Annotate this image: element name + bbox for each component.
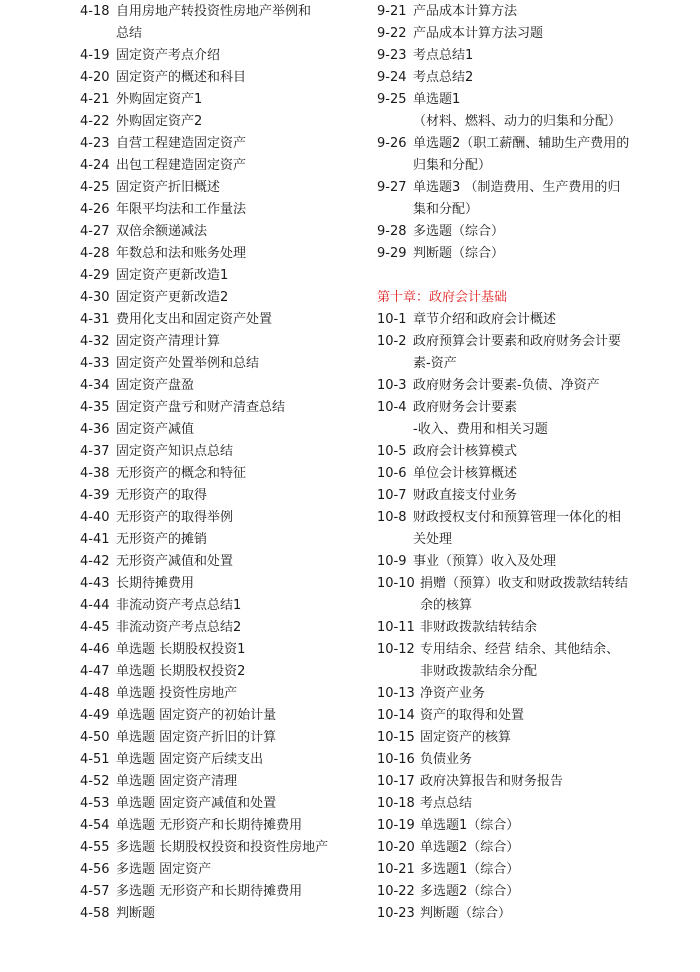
- toc-item-number: 10-3: [377, 378, 407, 393]
- toc-item-number: 4-44: [80, 598, 110, 613]
- toc-item-title: 多选题（综合）: [413, 224, 505, 239]
- toc-item: [80, 705, 370, 727]
- toc-item-number: 4-48: [80, 686, 110, 701]
- toc-item-number: 10-10: [377, 576, 415, 591]
- toc-item-number: 4-34: [80, 378, 110, 393]
- toc-item-number: 4-46: [80, 642, 110, 657]
- toc-item: [80, 309, 370, 331]
- toc-item: [80, 441, 370, 463]
- toc-item-number: 9-28: [377, 224, 407, 239]
- toc-item: [377, 837, 677, 859]
- toc-item: [80, 617, 370, 639]
- toc-item-title: 关处理: [413, 532, 453, 547]
- toc-item: [377, 221, 677, 243]
- toc-item-number: 10-14: [377, 708, 415, 723]
- toc-item-number: 10-2: [377, 334, 407, 349]
- toc-item-title: 非流动资产考点总结2: [116, 620, 242, 635]
- toc-item-title: 单选题 长期股权投资2: [116, 664, 246, 679]
- toc-item-number: 4-32: [80, 334, 110, 349]
- toc-item-title: 固定资产折旧概述: [116, 180, 221, 195]
- toc-item-title: 专用结余、经营 结余、其他结余、: [420, 642, 620, 657]
- toc-item-title: 固定资产知识点总结: [116, 444, 234, 459]
- toc-item-title: 政府决算报告和财务报告: [420, 774, 564, 789]
- toc-item: [377, 573, 677, 617]
- toc-item-number: 10-13: [377, 686, 415, 701]
- toc-item: [80, 353, 370, 375]
- toc-item-number: 10-7: [377, 488, 407, 503]
- toc-item-title: 出包工程建造固定资产: [116, 158, 247, 173]
- toc-item: [80, 45, 370, 67]
- toc-item: [377, 89, 677, 133]
- toc-item-title: 无形资产的摊销: [116, 532, 208, 547]
- toc-item-title: 非流动资产考点总结1: [116, 598, 242, 613]
- toc-item-title: 负债业务: [420, 752, 473, 767]
- toc-item-title: 产品成本计算方法: [413, 4, 518, 19]
- toc-item-title: 判断题（综合）: [413, 246, 505, 261]
- toc-item-title: 单选题 投资性房地产: [116, 686, 238, 701]
- toc-item-title: 单位会计核算概述: [413, 466, 518, 481]
- toc-item-title: 长期待摊费用: [116, 576, 195, 591]
- toc-item-title: 判断题: [116, 906, 156, 921]
- toc-item-title: 单选题 长期股权投资1: [116, 642, 246, 657]
- chapter10-list: [377, 309, 677, 925]
- toc-item: [377, 485, 677, 507]
- toc-item-number: 9-25: [377, 92, 407, 107]
- toc-item: [377, 1, 677, 23]
- toc-item-number: 10-6: [377, 466, 407, 481]
- toc-item: [377, 727, 677, 749]
- toc-item-number: 4-18: [80, 4, 110, 19]
- toc-item-number: 4-24: [80, 158, 110, 173]
- toc-item: [80, 793, 370, 815]
- toc-item-title: 固定资产更新改造1: [116, 268, 229, 283]
- toc-item-title: 多选题1（综合）: [420, 862, 520, 877]
- toc-item: [377, 331, 677, 375]
- toc-item: [80, 859, 370, 881]
- toc-item-title: 固定资产盘盈: [116, 378, 195, 393]
- chapter9-list: [377, 1, 677, 265]
- toc-item: [80, 287, 370, 309]
- toc-item: [377, 45, 677, 67]
- toc-item: [80, 551, 370, 573]
- toc-item: [80, 89, 370, 111]
- toc-item-title: 总结: [116, 26, 143, 41]
- toc-item: [80, 221, 370, 243]
- toc-item-title: 判断题（综合）: [420, 906, 512, 921]
- toc-item-number: 4-37: [80, 444, 110, 459]
- toc-item-title: 固定资产的概述和科目: [116, 70, 247, 85]
- toc-item: [377, 243, 677, 265]
- toc-item-number: 4-26: [80, 202, 110, 217]
- toc-item: [377, 903, 677, 925]
- toc-item-title: 自用房地产转投资性房地产举例和: [116, 4, 312, 19]
- toc-item-number: 4-41: [80, 532, 110, 547]
- toc-item-title: 政府会计核算模式: [413, 444, 518, 459]
- toc-item-title: 单选题 固定资产后续支出: [116, 752, 264, 767]
- toc-item-number: 9-23: [377, 48, 407, 63]
- toc-item-number: 10-19: [377, 818, 415, 833]
- toc-item: [377, 771, 677, 793]
- toc-item: [377, 705, 677, 727]
- toc-item-title: 单选题1（综合）: [420, 818, 520, 833]
- toc-item: [377, 859, 677, 881]
- toc-item-number: 4-25: [80, 180, 110, 195]
- toc-item: [377, 375, 677, 397]
- toc-item-title: 多选题 长期股权投资和投资性房地产: [116, 840, 329, 855]
- toc-item: [80, 771, 370, 793]
- toc-item-title: 固定资产考点介绍: [116, 48, 221, 63]
- toc-item-title: 多选题 无形资产和长期待摊费用: [116, 884, 303, 899]
- toc-item-title: 非财政拨款结余分配: [420, 664, 538, 679]
- toc-item-number: 9-21: [377, 4, 407, 19]
- toc-item-number: 10-9: [377, 554, 407, 569]
- toc-item-title: 无形资产减值和处置: [116, 554, 234, 569]
- toc-item-number: 4-31: [80, 312, 110, 327]
- toc-item-title: 非财政拨款结转结余: [420, 620, 538, 635]
- toc-item: [377, 441, 677, 463]
- toc-item-title: 集和分配）: [413, 202, 479, 217]
- toc-item-number: 10-18: [377, 796, 415, 811]
- toc-item-title: 财政授权支付和预算管理一体化的相: [413, 510, 622, 525]
- toc-item-title: 固定资产盘亏和财产清查总结: [116, 400, 286, 415]
- toc-item-title: 多选题2（综合）: [420, 884, 520, 899]
- toc-item-number: 4-38: [80, 466, 110, 481]
- right-column: [377, 1, 677, 925]
- toc-item-title: 固定资产更新改造2: [116, 290, 229, 305]
- toc-item: [377, 507, 677, 551]
- toc-item: [80, 595, 370, 617]
- toc-item-title: 余的核算: [420, 598, 473, 613]
- toc-item: [377, 815, 677, 837]
- toc-item-title: 固定资产减值: [116, 422, 195, 437]
- toc-item-title: 事业（预算）收入及处理: [413, 554, 557, 569]
- toc-item: [377, 683, 677, 705]
- toc-item: [80, 375, 370, 397]
- toc-item-title: -收入、费用和相关习题: [413, 422, 548, 437]
- toc-item: [377, 67, 677, 89]
- toc-item-number: 4-36: [80, 422, 110, 437]
- toc-item-title: 年限平均法和工作量法: [116, 202, 247, 217]
- toc-item: [80, 331, 370, 353]
- toc-item: [377, 639, 677, 683]
- toc-item: [80, 903, 370, 925]
- toc-item-title: 财政直接支付业务: [413, 488, 518, 503]
- toc-item-title: 外购固定资产2: [116, 114, 203, 129]
- toc-item-number: 10-17: [377, 774, 415, 789]
- toc-item-number: 4-50: [80, 730, 110, 745]
- toc-item-title: 单选题 固定资产的初始计量: [116, 708, 277, 723]
- toc-item-number: 4-33: [80, 356, 110, 371]
- toc-item: [80, 265, 370, 287]
- toc-item: [80, 529, 370, 551]
- toc-item: [377, 397, 677, 441]
- toc-item-title: 单选题2（职工薪酬、辅助生产费用的: [413, 136, 630, 151]
- toc-item: [80, 749, 370, 771]
- toc-item-number: 4-20: [80, 70, 110, 85]
- toc-item: [377, 793, 677, 815]
- toc-item-number: 4-28: [80, 246, 110, 261]
- toc-item: [80, 177, 370, 199]
- toc-item-title: 净资产业务: [420, 686, 486, 701]
- toc-item-number: 9-29: [377, 246, 407, 261]
- toc-item-title: 单选题 固定资产清理: [116, 774, 238, 789]
- toc-item: [80, 485, 370, 507]
- toc-item-number: 10-12: [377, 642, 415, 657]
- toc-item-title: 固定资产的核算: [420, 730, 512, 745]
- toc-item: [80, 133, 370, 155]
- toc-item-title: 外购固定资产1: [116, 92, 203, 107]
- toc-item: [377, 749, 677, 771]
- toc-item-title: 政府财务会计要素: [413, 400, 518, 415]
- toc-item-number: 4-55: [80, 840, 110, 855]
- toc-item: [377, 617, 677, 639]
- toc-item-title: （材料、燃料、动力的归集和分配）: [413, 114, 622, 129]
- toc-item-number: 4-40: [80, 510, 110, 525]
- toc-item-number: 4-42: [80, 554, 110, 569]
- toc-item-number: 4-29: [80, 268, 110, 283]
- toc-item-title: 无形资产的概念和特征: [116, 466, 247, 481]
- toc-item-title: 固定资产清理计算: [116, 334, 221, 349]
- toc-item-number: 10-11: [377, 620, 415, 635]
- toc-item-number: 10-22: [377, 884, 415, 899]
- toc-item-number: 10-5: [377, 444, 407, 459]
- toc-item-title: 单选题3 （制造费用、生产费用的归: [413, 180, 621, 195]
- toc-item-title: 单选题2（综合）: [420, 840, 520, 855]
- toc-item-title: 单选题1: [413, 92, 461, 107]
- toc-item-number: 10-21: [377, 862, 415, 877]
- toc-item-number: 4-45: [80, 620, 110, 635]
- toc-item-number: 4-43: [80, 576, 110, 591]
- toc-item-title: 资产的取得和处置: [420, 708, 525, 723]
- toc-item-title: 单选题 无形资产和长期待摊费用: [116, 818, 303, 833]
- toc-item-title: 政府预算会计要素和政府财务会计要: [413, 334, 622, 349]
- toc-item-title: 考点总结1: [413, 48, 474, 63]
- section-gap: [377, 265, 677, 287]
- toc-item-number: 4-58: [80, 906, 110, 921]
- toc-item-number: 10-15: [377, 730, 415, 745]
- toc-item: [80, 683, 370, 705]
- toc-item: [80, 507, 370, 529]
- toc-item-title: 考点总结: [420, 796, 473, 811]
- toc-item-number: 4-22: [80, 114, 110, 129]
- toc-item-number: 9-22: [377, 26, 407, 41]
- toc-item-number: 4-57: [80, 884, 110, 899]
- toc-item: [377, 551, 677, 573]
- toc-item-number: 10-16: [377, 752, 415, 767]
- toc-item: [80, 155, 370, 177]
- toc-item-number: 4-51: [80, 752, 110, 767]
- toc-item-number: 4-54: [80, 818, 110, 833]
- toc-item: [377, 309, 677, 331]
- toc-item-title: 产品成本计算方法习题: [413, 26, 544, 41]
- toc-item-number: 4-56: [80, 862, 110, 877]
- toc-item-title: 章节介绍和政府会计概述: [413, 312, 557, 327]
- chapter10-heading: 第十章：政府会计基础: [377, 290, 508, 305]
- toc-item-title: 素-资产: [413, 356, 457, 371]
- left-column: [80, 1, 370, 925]
- toc-item: [377, 177, 677, 221]
- toc-item-title: 单选题 固定资产折旧的计算: [116, 730, 277, 745]
- toc-item-title: 费用化支出和固定资产处置: [116, 312, 273, 327]
- toc-item-number: 9-27: [377, 180, 407, 195]
- toc-item-number: 4-21: [80, 92, 110, 107]
- toc-item-number: 4-47: [80, 664, 110, 679]
- toc-item-title: 归集和分配）: [413, 158, 492, 173]
- toc-item-number: 4-35: [80, 400, 110, 415]
- toc-item-number: 4-27: [80, 224, 110, 239]
- toc-item: [80, 67, 370, 89]
- toc-item: [80, 837, 370, 859]
- toc-item-title: 年数总和法和账务处理: [116, 246, 247, 261]
- toc-item-title: 自营工程建造固定资产: [116, 136, 247, 151]
- toc-item: [80, 419, 370, 441]
- toc-item-number: 10-8: [377, 510, 407, 525]
- toc-item: [377, 133, 677, 177]
- toc-item-number: 4-30: [80, 290, 110, 305]
- toc-item-number: 4-49: [80, 708, 110, 723]
- toc-item: [377, 463, 677, 485]
- toc-item-title: 单选题 固定资产减值和处置: [116, 796, 277, 811]
- toc-item: [80, 661, 370, 683]
- toc-item: [80, 243, 370, 265]
- toc-item: [80, 111, 370, 133]
- toc-item-title: 考点总结2: [413, 70, 474, 85]
- toc-item-title: 双倍余额递减法: [116, 224, 208, 239]
- toc-item: [80, 199, 370, 221]
- toc-item-title: 多选题 固定资产: [116, 862, 212, 877]
- toc-item: [377, 23, 677, 45]
- toc-item-title: 无形资产的取得: [116, 488, 208, 503]
- toc-item-title: 政府财务会计要素-负债、净资产: [413, 378, 600, 393]
- toc-item-number: 4-19: [80, 48, 110, 63]
- toc-item-number: 10-20: [377, 840, 415, 855]
- toc-item-number: 9-26: [377, 136, 407, 151]
- toc-item: [80, 727, 370, 749]
- toc-item: [80, 881, 370, 903]
- toc-item: [80, 397, 370, 419]
- toc-item: [80, 815, 370, 837]
- toc-item-number: 10-23: [377, 906, 415, 921]
- toc-item: [80, 639, 370, 661]
- toc-item-number: 4-52: [80, 774, 110, 789]
- toc-item: [80, 1, 370, 45]
- toc-item-title: 捐赠（预算）收支和财政拨款结转结: [420, 576, 629, 591]
- toc-item-number: 4-39: [80, 488, 110, 503]
- toc-item-number: 4-53: [80, 796, 110, 811]
- toc-item-number: 10-4: [377, 400, 407, 415]
- toc-item-title: 无形资产的取得举例: [116, 510, 234, 525]
- toc-item-number: 10-1: [377, 312, 407, 327]
- toc-item-number: 9-24: [377, 70, 407, 85]
- toc-item-title: 固定资产处置举例和总结: [116, 356, 260, 371]
- toc-item: [377, 881, 677, 903]
- toc-item: [80, 463, 370, 485]
- toc-item: [80, 573, 370, 595]
- toc-item-number: 4-23: [80, 136, 110, 151]
